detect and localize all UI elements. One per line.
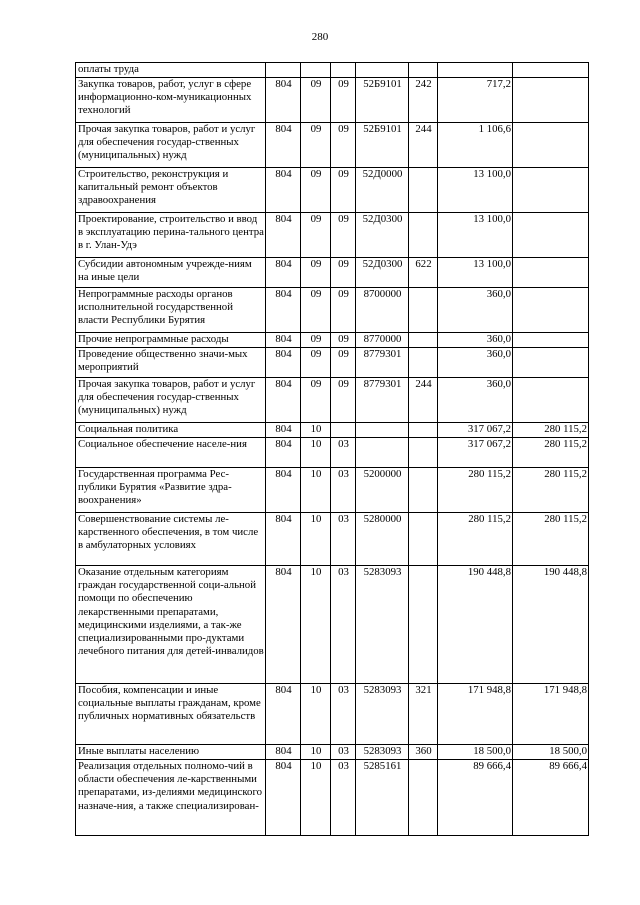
row-vr: 622 bbox=[409, 258, 438, 288]
row-csr: 52Б9101 bbox=[356, 123, 409, 168]
row-vr bbox=[409, 438, 438, 468]
row-ved: 804 bbox=[266, 333, 301, 348]
table-row bbox=[76, 348, 589, 378]
row-sum-1: 1 106,6 bbox=[438, 123, 513, 168]
table-row bbox=[76, 378, 589, 423]
row-sum-2: 280 115,2 bbox=[513, 513, 589, 566]
row-pr: 09 bbox=[331, 213, 356, 258]
row-name: Проведение общественно значи-мых мероприятий bbox=[76, 348, 266, 378]
row-rz: 09 bbox=[301, 288, 331, 333]
row-name: Пособия, компенсации и иные социальные выплаты гражданам, кроме публичных нормативных обязательств bbox=[76, 684, 266, 745]
row-vr: 321 bbox=[409, 684, 438, 745]
row-csr: 8779301 bbox=[356, 378, 409, 423]
row-sum-2 bbox=[513, 378, 589, 423]
row-pr bbox=[331, 423, 356, 438]
row-vr bbox=[409, 63, 438, 78]
row-sum-1: 280 115,2 bbox=[438, 513, 513, 566]
row-name: Закупка товаров, работ, услуг в сфере информационно-ком-муникационных технологий bbox=[76, 78, 266, 123]
row-csr: 52Д0000 bbox=[356, 168, 409, 213]
row-rz: 09 bbox=[301, 258, 331, 288]
row-sum-1: 717,2 bbox=[438, 78, 513, 123]
row-sum-1 bbox=[438, 63, 513, 78]
row-rz: 09 bbox=[301, 78, 331, 123]
row-csr: 52Д0300 bbox=[356, 213, 409, 258]
row-sum-2: 171 948,8 bbox=[513, 684, 589, 745]
row-csr: 5285161 bbox=[356, 760, 409, 836]
row-vr bbox=[409, 468, 438, 513]
table-row bbox=[76, 468, 589, 513]
row-sum-2: 280 115,2 bbox=[513, 423, 589, 438]
row-pr: 03 bbox=[331, 566, 356, 684]
row-name: Иные выплаты населению bbox=[76, 745, 266, 760]
row-csr: 5283093 bbox=[356, 566, 409, 684]
row-sum-2: 18 500,0 bbox=[513, 745, 589, 760]
row-vr: 244 bbox=[409, 378, 438, 423]
row-pr: 09 bbox=[331, 333, 356, 348]
row-vr bbox=[409, 213, 438, 258]
row-sum-1: 190 448,8 bbox=[438, 566, 513, 684]
row-sum-1: 360,0 bbox=[438, 378, 513, 423]
row-rz: 09 bbox=[301, 348, 331, 378]
row-ved: 804 bbox=[266, 423, 301, 438]
row-csr bbox=[356, 438, 409, 468]
row-vr bbox=[409, 566, 438, 684]
row-sum-1: 317 067,2 bbox=[438, 423, 513, 438]
table-row bbox=[76, 258, 589, 288]
row-rz: 09 bbox=[301, 213, 331, 258]
row-name: Социальное обеспечение населе-ния bbox=[76, 438, 266, 468]
row-sum-2 bbox=[513, 333, 589, 348]
table-row bbox=[76, 288, 589, 333]
row-csr: 52Д0300 bbox=[356, 258, 409, 288]
row-rz bbox=[301, 63, 331, 78]
row-sum-1: 13 100,0 bbox=[438, 168, 513, 213]
table-row bbox=[76, 513, 589, 566]
row-rz: 10 bbox=[301, 438, 331, 468]
row-rz: 09 bbox=[301, 168, 331, 213]
row-csr: 5283093 bbox=[356, 745, 409, 760]
row-pr: 03 bbox=[331, 513, 356, 566]
budget-table bbox=[75, 62, 589, 836]
row-sum-2 bbox=[513, 168, 589, 213]
row-ved: 804 bbox=[266, 213, 301, 258]
row-vr: 360 bbox=[409, 745, 438, 760]
row-sum-1: 360,0 bbox=[438, 333, 513, 348]
row-name: Непрограммные расходы органов исполнительной государственной власти Республики Бурятия bbox=[76, 288, 266, 333]
row-vr: 242 bbox=[409, 78, 438, 123]
row-pr: 09 bbox=[331, 348, 356, 378]
page-number: 280 bbox=[311, 31, 329, 43]
row-name: Субсидии автономным учрежде-ниям на иные цели bbox=[76, 258, 266, 288]
row-sum-1: 360,0 bbox=[438, 348, 513, 378]
table-row bbox=[76, 760, 589, 836]
table-row bbox=[76, 333, 589, 348]
row-rz: 10 bbox=[301, 745, 331, 760]
row-ved: 804 bbox=[266, 288, 301, 333]
row-rz: 10 bbox=[301, 513, 331, 566]
row-sum-1: 171 948,8 bbox=[438, 684, 513, 745]
row-name: Реализация отдельных полномо-чий в области обеспечения ле-карственными препаратами, из-делиями медицинского назначе-ния, а также специализирован- bbox=[76, 760, 266, 836]
row-ved: 804 bbox=[266, 168, 301, 213]
row-csr: 52Б9101 bbox=[356, 78, 409, 123]
row-vr bbox=[409, 348, 438, 378]
row-vr bbox=[409, 333, 438, 348]
row-pr: 09 bbox=[331, 78, 356, 123]
row-ved: 804 bbox=[266, 760, 301, 836]
table-row bbox=[76, 745, 589, 760]
table-row bbox=[76, 78, 589, 123]
row-vr bbox=[409, 513, 438, 566]
row-rz: 09 bbox=[301, 333, 331, 348]
table-row bbox=[76, 213, 589, 258]
table-row bbox=[76, 566, 589, 684]
row-vr bbox=[409, 168, 438, 213]
row-csr: 8770000 bbox=[356, 333, 409, 348]
row-name: Прочая закупка товаров, работ и услуг для обеспечения государ-ственных (муниципальных) нужд bbox=[76, 123, 266, 168]
row-sum-2 bbox=[513, 63, 589, 78]
row-ved: 804 bbox=[266, 745, 301, 760]
row-pr: 03 bbox=[331, 760, 356, 836]
table-row bbox=[76, 63, 589, 78]
row-pr: 09 bbox=[331, 168, 356, 213]
row-vr: 244 bbox=[409, 123, 438, 168]
row-rz: 10 bbox=[301, 760, 331, 836]
row-name: Государственная программа Рес-публики Бурятия «Развитие здра-воохранения» bbox=[76, 468, 266, 513]
row-sum-1: 18 500,0 bbox=[438, 745, 513, 760]
row-pr: 03 bbox=[331, 438, 356, 468]
row-sum-2 bbox=[513, 288, 589, 333]
table-row bbox=[76, 168, 589, 213]
row-ved: 804 bbox=[266, 468, 301, 513]
row-rz: 09 bbox=[301, 378, 331, 423]
row-pr: 09 bbox=[331, 378, 356, 423]
row-ved: 804 bbox=[266, 348, 301, 378]
row-sum-1: 89 666,4 bbox=[438, 760, 513, 836]
row-name: Строительство, реконструкция и капитальный ремонт объектов здравоохранения bbox=[76, 168, 266, 213]
row-pr bbox=[331, 63, 356, 78]
row-ved: 804 bbox=[266, 78, 301, 123]
row-name: Проектирование, строительство и ввод в эксплуатацию перина-тального центра в г. Улан-Удэ bbox=[76, 213, 266, 258]
row-sum-2: 280 115,2 bbox=[513, 468, 589, 513]
table-row bbox=[76, 423, 589, 438]
row-pr: 09 bbox=[331, 258, 356, 288]
row-ved: 804 bbox=[266, 123, 301, 168]
row-name: Оказание отдельным категориям граждан государственной соци-альной помощи по обеспечению лекарственными препаратами, медицинскими изделиями, а так-же специализированными про-дуктами лечебного питания для детей-инвалидов bbox=[76, 566, 266, 684]
row-sum-1: 13 100,0 bbox=[438, 213, 513, 258]
row-csr: 8700000 bbox=[356, 288, 409, 333]
row-name: Прочие непрограммные расходы bbox=[76, 333, 266, 348]
row-ved: 804 bbox=[266, 513, 301, 566]
row-pr: 03 bbox=[331, 745, 356, 760]
table-row bbox=[76, 123, 589, 168]
row-pr: 09 bbox=[331, 123, 356, 168]
row-sum-2 bbox=[513, 213, 589, 258]
row-sum-2 bbox=[513, 78, 589, 123]
row-csr: 8779301 bbox=[356, 348, 409, 378]
row-vr bbox=[409, 760, 438, 836]
row-ved: 804 bbox=[266, 566, 301, 684]
row-ved: 804 bbox=[266, 684, 301, 745]
row-rz: 09 bbox=[301, 123, 331, 168]
row-csr: 5283093 bbox=[356, 684, 409, 745]
row-name: Социальная политика bbox=[76, 423, 266, 438]
row-pr: 09 bbox=[331, 288, 356, 333]
row-ved: 804 bbox=[266, 258, 301, 288]
row-name: оплаты труда bbox=[76, 63, 266, 78]
table-row bbox=[76, 438, 589, 468]
row-csr: 5280000 bbox=[356, 513, 409, 566]
row-sum-1: 13 100,0 bbox=[438, 258, 513, 288]
row-rz: 10 bbox=[301, 566, 331, 684]
row-csr: 5200000 bbox=[356, 468, 409, 513]
row-sum-2: 89 666,4 bbox=[513, 760, 589, 836]
row-vr bbox=[409, 288, 438, 333]
row-sum-1: 317 067,2 bbox=[438, 438, 513, 468]
row-sum-2: 190 448,8 bbox=[513, 566, 589, 684]
row-csr bbox=[356, 423, 409, 438]
row-rz: 10 bbox=[301, 468, 331, 513]
row-csr bbox=[356, 63, 409, 78]
row-name: Прочая закупка товаров, работ и услуг для обеспечения государ-ственных (муниципальных) нужд bbox=[76, 378, 266, 423]
row-pr: 03 bbox=[331, 684, 356, 745]
row-sum-1: 280 115,2 bbox=[438, 468, 513, 513]
row-rz: 10 bbox=[301, 423, 331, 438]
row-vr bbox=[409, 423, 438, 438]
row-pr: 03 bbox=[331, 468, 356, 513]
row-sum-2: 280 115,2 bbox=[513, 438, 589, 468]
table-row bbox=[76, 684, 589, 745]
row-sum-2 bbox=[513, 258, 589, 288]
row-sum-1: 360,0 bbox=[438, 288, 513, 333]
row-ved bbox=[266, 63, 301, 78]
row-sum-2 bbox=[513, 348, 589, 378]
row-name: Совершенствование системы ле-карственного обеспечения, в том числе в амбулаторных условиях bbox=[76, 513, 266, 566]
row-sum-2 bbox=[513, 123, 589, 168]
row-rz: 10 bbox=[301, 684, 331, 745]
row-ved: 804 bbox=[266, 438, 301, 468]
row-ved: 804 bbox=[266, 378, 301, 423]
